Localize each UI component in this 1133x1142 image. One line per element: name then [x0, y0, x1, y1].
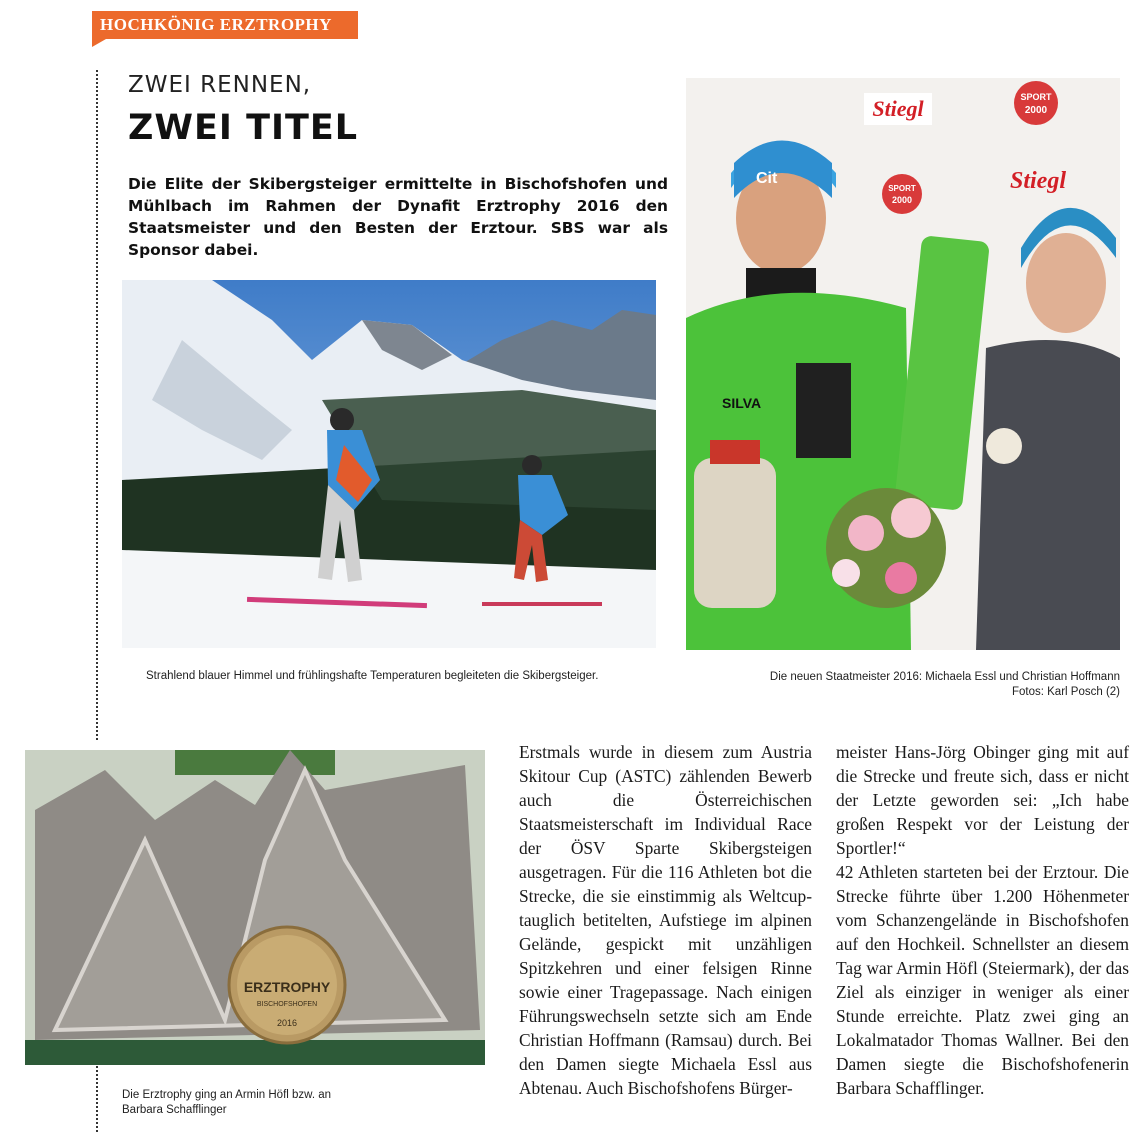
body-col2-paragraph-1: meister Hans-Jörg Obinger ging mit auf die Strecke und freute sich, dass er nicht der Letzte geworden sei: „Ich habe großen Respekt vor der Leistung der Sportler!“	[836, 742, 1129, 858]
champions-caption-line2: Fotos: Karl Posch (2)	[1011, 686, 1120, 698]
medal-year: 2016	[276, 1018, 298, 1028]
trophy-photo	[25, 750, 485, 1065]
medal-title: ERZTROPHY	[243, 979, 331, 995]
body-column-1	[519, 740, 812, 1100]
trophy-caption-line1: Die Erztrophy ging an Armin Höfl bzw. an	[122, 1089, 332, 1101]
article-headline: ZWEI TITEL	[128, 108, 359, 148]
sport2000-line2: 2000	[1024, 105, 1048, 116]
body-column-2	[836, 740, 1129, 1100]
flower-bouquet	[826, 488, 946, 608]
champions-photo	[686, 78, 1120, 650]
stiegl-logo-2	[1010, 168, 1066, 194]
jacket-brand: SILVA	[722, 395, 762, 411]
dotted-rule-top	[96, 70, 98, 740]
cap-text: Cit	[756, 170, 778, 187]
stiegl-logo-2-text: Stiegl	[1009, 168, 1067, 194]
champions-caption-line1: Die neuen Staatmeister 2016: Michaela Essl und Christian Hoffmann	[769, 671, 1120, 683]
sport2000-line1: SPORT	[1020, 92, 1052, 102]
skiers-photo	[122, 280, 656, 648]
stiegl-logo	[864, 93, 932, 125]
dotted-rule-bottom	[96, 1062, 98, 1132]
medal-sub: BISCHOFSHOFEN	[256, 1001, 318, 1008]
sport2000-2-line2: 2000	[891, 195, 913, 205]
section-tag: HOCHKÖNIG ERZTROPHY	[92, 11, 358, 39]
skiers-caption: Strahlend blauer Himmel und frühlingshafte Temperaturen begleiteten die Skibergsteiger.	[146, 670, 599, 682]
body-col1-text: Erstmals wurde in diesem zum Austria Skitour Cup (ASTC) zählenden Bewerb auch die Österreichischen Staatsmeisterschaft im Individual Race der ÖSV Sparte Skibergsteigen ausgetragen. Für die 116 Athleten bot die Strecke, die sie einstimmig als Weltcup-tauglich betitelten, Aufstiege im alpinen Gelände, gespickt mit unzähligen Spitzkehren und einer felsigen Rinne sowie einer Tragepassage. Nach einigen Führungswechseln setzte sich am Ende Christian Hoffmann (Ramsau) durch. Bei den Damen siegte Michaela Essl aus Abtenau. Auch Bischofshofens Bürger-	[519, 742, 812, 1098]
sport2000-logo-2	[882, 174, 922, 214]
trophy-caption-line2: Barbara Schafflinger	[122, 1104, 227, 1116]
article-kicker: ZWEI RENNEN,	[128, 72, 312, 98]
article-lead: Die Elite der Skibergsteiger ermittelte in Bischofshofen und Mühlbach im Rahmen der Dynafit Erztrophy 2016 den Staatsmeister und den Besten der Erztour. SBS war als Sponsor dabei.	[128, 175, 668, 259]
sport2000-2-line1: SPORT	[888, 184, 916, 193]
sport2000-logo	[1014, 81, 1058, 125]
trophy-medal	[229, 927, 345, 1043]
body-col2-paragraph-2: 42 Athleten starteten bei der Erztour. Die Strecke führte über 1.200 Höhenmeter vom Schanzengelände in Bischofshofen auf den Hochkeil. Schnellster an diesem Tag war Armin Höfl (Steiermark), der das Ziel als einziger in weniger als einer Stunde erreichte. Platz zwei ging an Lokalmatador Thomas Wallner. Bei den Damen siegte die Bischofshofenerin Barbara Schafflinger.	[836, 862, 1129, 1098]
stiegl-logo-text: Stiegl	[872, 96, 924, 121]
